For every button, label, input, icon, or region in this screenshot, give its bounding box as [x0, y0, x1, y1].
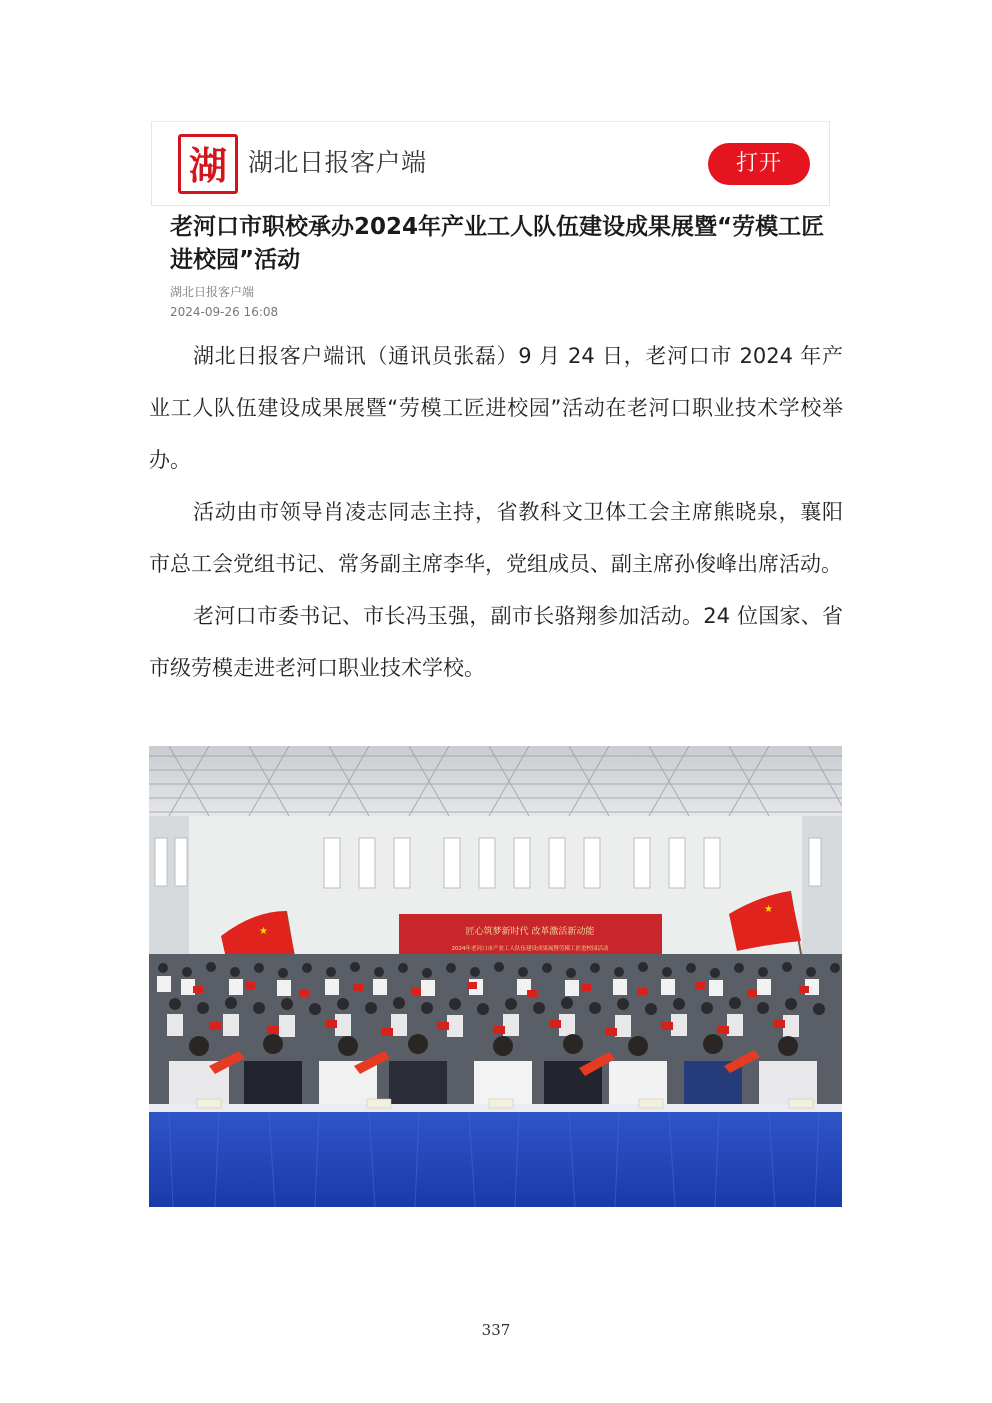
- hubei-daily-logo-icon: [178, 134, 238, 194]
- app-download-banner: [151, 121, 830, 206]
- photo-banner-line1: 匠心筑梦新时代 改革激活新动能: [465, 927, 595, 937]
- page-number: 337: [481, 1321, 511, 1339]
- article-title: 老河口市职校承办2024年产业工人队伍建设成果展暨“劳模工匠进校园”活动: [170, 214, 825, 273]
- logo-char: 湖: [188, 143, 228, 188]
- svg-text:★: ★: [259, 926, 268, 937]
- app-name: 湖北日报客户端: [248, 148, 427, 177]
- article-paragraph: 活动由市领导肖凌志同志主持，省教科文卫体工会主席熊晓泉，襄阳市总工会党组书记、常务副主席李华，党组成员、副主席孙俊峰出席活动。: [149, 500, 843, 576]
- article-source: 湖北日报客户端: [170, 285, 255, 299]
- article-body: [149, 330, 843, 694]
- open-app-button[interactable]: 打开: [708, 143, 810, 185]
- article-paragraph: 湖北日报客户端讯（通讯员张磊）9 月 24 日，老河口市 2024 年产业工人队伍建设成果展暨“劳模工匠进校园”活动在老河口职业技术学校举办。: [149, 344, 843, 472]
- photo-banner-line2: 2024年老河口市产业工人队伍建设成果展暨劳模工匠进校园活动: [451, 946, 609, 952]
- article-datetime: 2024-09-26 16:08: [170, 305, 279, 319]
- event-photo: [149, 746, 842, 1207]
- svg-text:★: ★: [764, 904, 773, 915]
- article-paragraph: 老河口市委书记、市长冯玉强，副市长骆翔参加活动。24 位国家、省市级劳模走进老河口职业技术学校。: [149, 604, 843, 680]
